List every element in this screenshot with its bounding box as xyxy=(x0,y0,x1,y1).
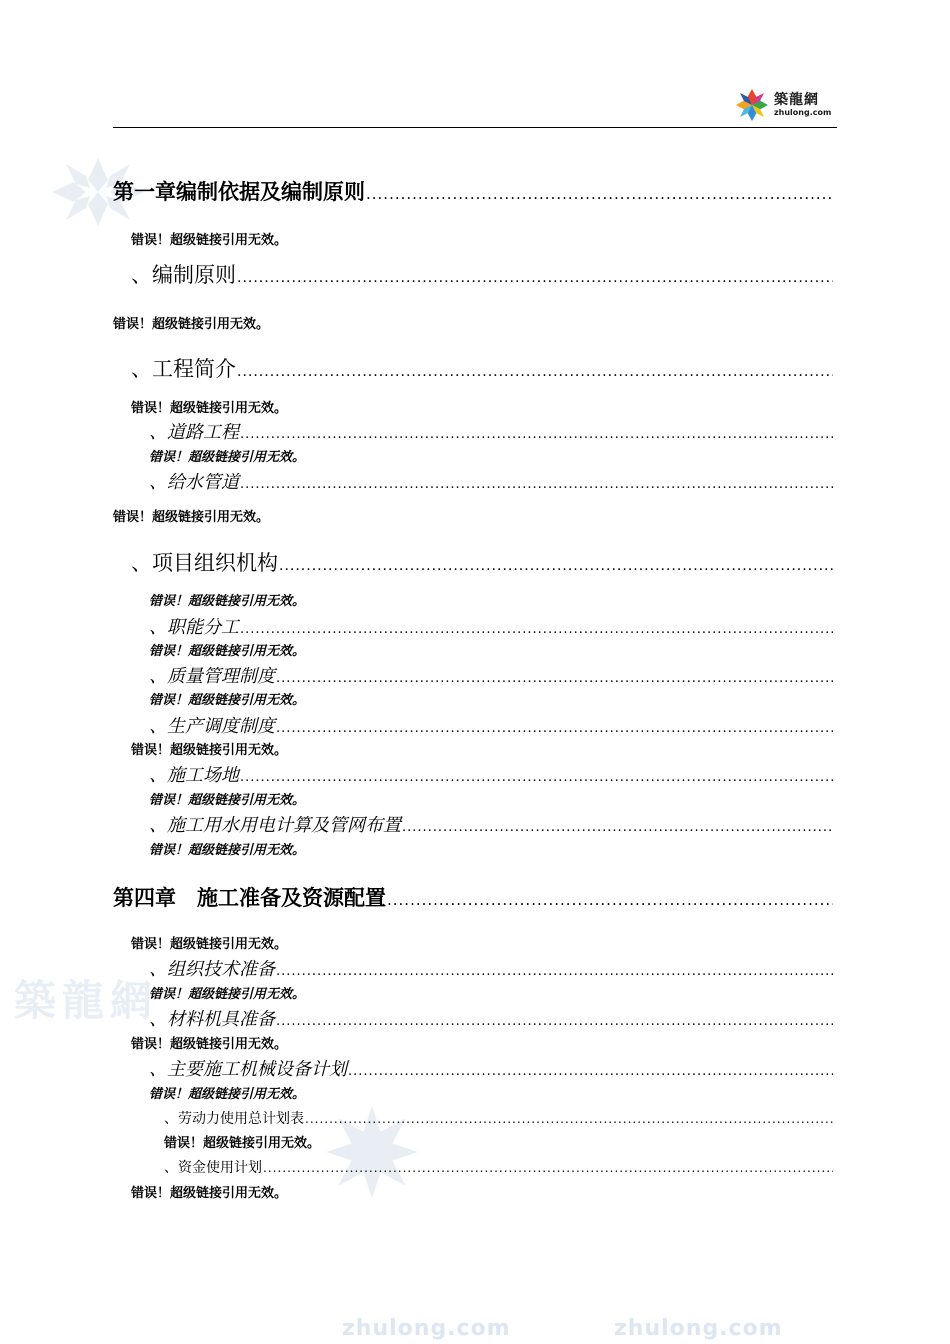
toc-error-link[interactable]: 错误！超级链接引用无效。 xyxy=(131,743,288,758)
toc-leader-dots xyxy=(276,1014,833,1029)
toc-entry-title: 、质量管理制度 xyxy=(149,666,275,687)
toc-subsection-utilities[interactable] xyxy=(149,811,833,837)
toc-entry-title: 第一章编制依据及编制原则 xyxy=(113,179,365,204)
watermark-url-text: zhulong.com xyxy=(342,1316,511,1341)
toc-entry-title: 第四章 施工准备及资源配置 xyxy=(113,885,386,910)
toc-error-link[interactable]: 错误！超级链接引用无效。 xyxy=(131,1186,288,1201)
logo-brand-name: 築龍網 xyxy=(774,92,819,108)
toc-entry-title: 、工程简介 xyxy=(131,357,236,381)
toc-subsection-material-prep[interactable] xyxy=(149,1005,833,1031)
toc-entry-title: 、组织技术准备 xyxy=(149,959,275,980)
toc-subsection-quality[interactable] xyxy=(149,662,833,688)
toc-leader-dots xyxy=(366,185,833,203)
toc-leader-dots xyxy=(237,270,833,286)
toc-leader-dots xyxy=(240,770,833,785)
toc-entry-title: 、给水管道 xyxy=(149,472,239,493)
toc-chapter-1[interactable] xyxy=(113,176,833,206)
toc-subsection-dispatch[interactable] xyxy=(149,712,833,738)
zhulong-logo-icon xyxy=(734,87,770,123)
toc-leader-dots xyxy=(348,1064,833,1079)
toc-error-link[interactable]: 错误！超级链接引用无效。 xyxy=(149,793,306,808)
toc-subsection-water-pipe[interactable] xyxy=(149,468,833,494)
toc-entry-title: 、编制原则 xyxy=(131,263,236,287)
toc-error-link[interactable]: 错误！超级链接引用无效。 xyxy=(131,937,288,952)
toc-chapter-4[interactable] xyxy=(113,882,833,912)
toc-section-principles[interactable] xyxy=(131,259,833,289)
toc-leader-dots xyxy=(240,622,833,637)
toc-item-labor-plan[interactable] xyxy=(164,1108,833,1128)
toc-error-link[interactable]: 错误！超级链接引用无效。 xyxy=(149,1087,306,1102)
toc-leader-dots xyxy=(276,671,833,686)
toc-error-link[interactable]: 错误！超级链接引用无效。 xyxy=(149,450,306,465)
watermark-brand-text: 築龍網 xyxy=(14,976,159,1025)
toc-leader-dots xyxy=(276,964,833,979)
toc-error-link[interactable]: 错误！超级链接引用无效。 xyxy=(149,594,306,609)
toc-leader-dots xyxy=(276,721,833,736)
toc-error-link[interactable]: 错误！超级链接引用无效。 xyxy=(113,317,270,332)
toc-leader-dots xyxy=(240,477,833,492)
toc-error-link[interactable]: 错误！超级链接引用无效。 xyxy=(113,510,270,525)
toc-subsection-machinery[interactable] xyxy=(149,1055,833,1081)
toc-subsection-division[interactable] xyxy=(149,613,833,639)
toc-error-link[interactable]: 错误！超级链接引用无效。 xyxy=(131,1037,288,1052)
toc-entry-title: 、材料机具准备 xyxy=(149,1009,275,1030)
toc-leader-dots xyxy=(387,891,833,909)
toc-error-link[interactable]: 错误！超级链接引用无效。 xyxy=(149,987,306,1002)
toc-entry-title: 、生产调度制度 xyxy=(149,716,275,737)
toc-entry-title: 、职能分工 xyxy=(149,617,239,638)
logo-brand-url: zhulong.com xyxy=(774,108,832,117)
toc-item-fund-plan[interactable] xyxy=(164,1157,833,1177)
toc-error-link[interactable]: 错误！超级链接引用无效。 xyxy=(164,1136,321,1151)
toc-entry-title: 、主要施工机械设备计划 xyxy=(149,1059,347,1080)
toc-leader-dots xyxy=(305,1112,833,1126)
toc-leader-dots xyxy=(240,427,833,442)
toc-leader-dots xyxy=(279,558,833,574)
header-rule xyxy=(113,127,837,128)
toc-error-link[interactable]: 错误！超级链接引用无效。 xyxy=(131,233,288,248)
toc-leader-dots xyxy=(237,364,833,380)
toc-entry-title: 、道路工程 xyxy=(149,422,239,443)
toc-entry-title: 、劳动力使用总计划表 xyxy=(164,1111,304,1127)
header-logo xyxy=(734,85,840,125)
toc-error-link[interactable]: 错误！超级链接引用无效。 xyxy=(131,401,288,416)
toc-subsection-tech-prep[interactable] xyxy=(149,955,833,981)
toc-entry-title: 、项目组织机构 xyxy=(131,551,278,575)
toc-entry-title: 、施工用水用电计算及管网布置 xyxy=(149,815,401,836)
toc-section-organization[interactable] xyxy=(131,547,833,577)
toc-subsection-road[interactable] xyxy=(149,418,833,444)
toc-entry-title: 、施工场地 xyxy=(149,765,239,786)
toc-error-link[interactable]: 错误！超级链接引用无效。 xyxy=(149,693,306,708)
watermark-url-text: zhulong.com xyxy=(614,1316,783,1341)
toc-section-overview[interactable] xyxy=(131,353,833,383)
toc-leader-dots xyxy=(402,820,833,835)
toc-entry-title: 、资金使用计划 xyxy=(164,1160,262,1176)
toc-leader-dots xyxy=(263,1161,833,1175)
toc-error-link[interactable]: 错误！超级链接引用无效。 xyxy=(149,644,306,659)
toc-error-link[interactable]: 错误！超级链接引用无效。 xyxy=(149,843,306,858)
toc-subsection-site[interactable] xyxy=(149,761,833,787)
